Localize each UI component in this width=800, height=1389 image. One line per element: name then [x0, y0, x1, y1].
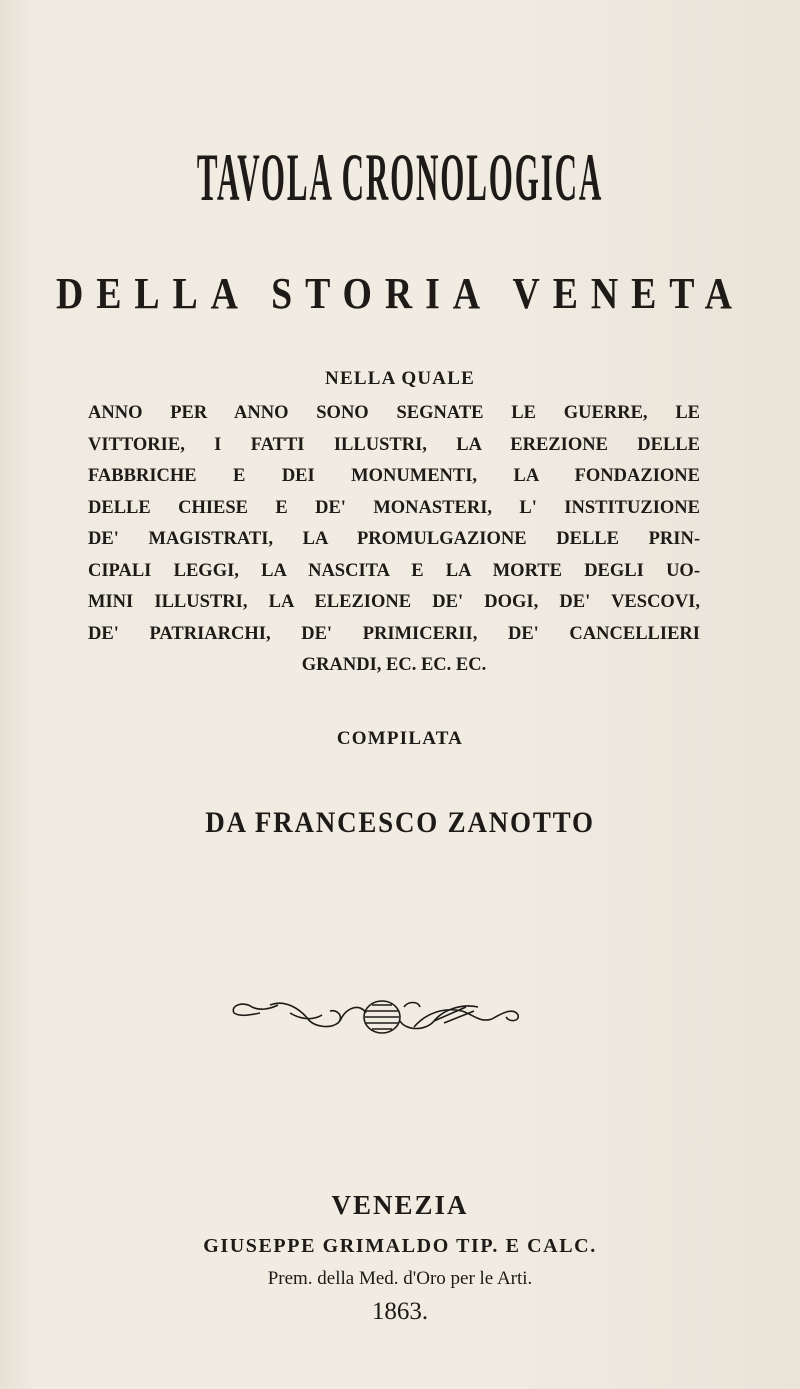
description-line: DE' PATRIARCHI, DE' PRIMICERII, DE' CANCELLIERI	[88, 623, 700, 644]
ornament-flourish-icon	[230, 993, 522, 1039]
description-line: VITTORIE, I FATTI ILLUSTRI, LA EREZIONE DELLE	[88, 434, 700, 455]
description-line: GRANDI, EC. EC. EC.	[301, 655, 487, 675]
description-intro: NELLA QUALE	[325, 368, 475, 389]
imprint-year: 1863.	[371, 1298, 429, 1325]
imprint-award: Prem. della Med. d'Oro per le Arti.	[267, 1268, 533, 1289]
imprint-printer: GIUSEPPE GRIMALDO TIP. E CALC.	[203, 1235, 597, 1257]
compiled-label: COMPILATA	[336, 728, 464, 749]
description-paragraph	[88, 398, 700, 682]
description-line: DELLE CHIESE E DE' MONASTERI, L' INSTITUZIONE	[88, 497, 700, 518]
description-line: ANNO PER ANNO SONO SEGNATE LE GUERRE, LE	[88, 403, 700, 423]
title-line-2: DELLA STORIA VENETA	[56, 269, 745, 318]
author: DA FRANCESCO ZANOTTO	[205, 806, 595, 839]
imprint-city: VENEZIA	[331, 1190, 469, 1220]
description-line: FABBRICHE E DEI MONUMENTI, LA FONDAZIONE	[88, 466, 700, 486]
description-line: CIPALI LEGGI, LA NASCITA E LA MORTE DEGLI UO-	[88, 560, 700, 581]
title-line-1: TAVOLA CRONOLOGICA	[196, 139, 604, 215]
description-line: DE' MAGISTRATI, LA PROMULGAZIONE DELLE PRIN-	[88, 529, 700, 549]
description-line: MINI ILLUSTRI, LA ELEZIONE DE' DOGI, DE' VESCOVI,	[88, 592, 700, 612]
